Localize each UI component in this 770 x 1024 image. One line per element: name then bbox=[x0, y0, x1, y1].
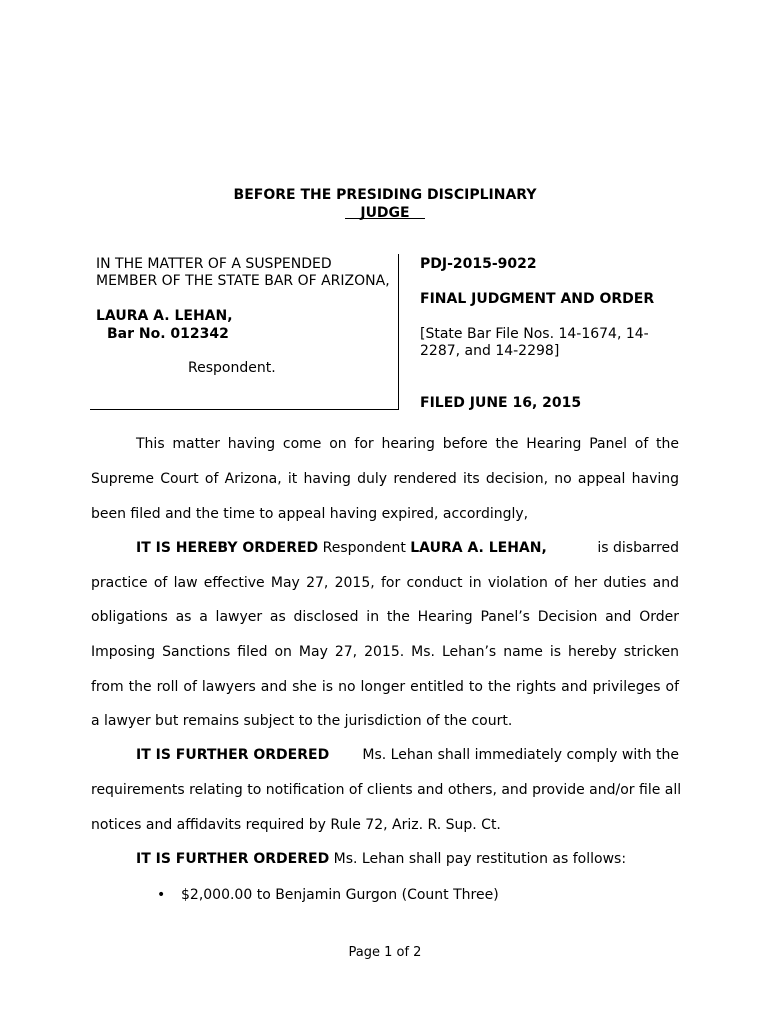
case-number: PDJ-2015-9022 bbox=[420, 256, 537, 272]
respondent-label: Respondent. bbox=[188, 360, 276, 376]
paragraph-2-line-5: from the roll of lawyers and she is no longer entitled to the rights and privileges of bbox=[91, 679, 679, 695]
paragraph-3-line-3: notices and affidavits required by Rule 72, Ariz. R. Sup. Ct. bbox=[91, 817, 501, 833]
further-order-text-2: Ms. Lehan shall pay restitution as follows: bbox=[329, 851, 627, 867]
filed-date: FILED JUNE 16, 2015 bbox=[420, 395, 582, 411]
page-number: Page 1 of 2 bbox=[348, 945, 422, 960]
further-order-lead-2: IT IS FURTHER ORDERED bbox=[136, 851, 330, 867]
paragraph-4-line-1 bbox=[136, 851, 626, 867]
paragraph-2-line-1 bbox=[136, 540, 679, 556]
title-underline bbox=[345, 218, 425, 219]
paragraph-3-line-1 bbox=[136, 747, 679, 763]
caption-horizontal-divider bbox=[90, 409, 398, 410]
page-title-line-2: JUDGE bbox=[360, 205, 410, 221]
paragraph-1-line-2: Supreme Court of Arizona, it having duly rendered its decision, no appeal having bbox=[91, 471, 679, 487]
paragraph-2-line-6: a lawyer but remains subject to the jurisdiction of the court. bbox=[91, 713, 513, 729]
order-text: Respondent bbox=[318, 540, 411, 556]
bullet-icon: • bbox=[157, 887, 166, 903]
matter-line-2: MEMBER OF THE STATE BAR OF ARIZONA, bbox=[96, 273, 390, 289]
file-numbers-line-1: [State Bar File Nos. 14-1674, 14- bbox=[420, 326, 649, 342]
caption-vertical-divider bbox=[398, 254, 399, 410]
paragraph-1-line-3: been filed and the time to appeal having expired, accordingly, bbox=[91, 506, 529, 522]
order-lead: IT IS HEREBY ORDERED bbox=[136, 540, 319, 556]
matter-line-1: IN THE MATTER OF A SUSPENDED bbox=[96, 256, 332, 272]
paragraph-2-line-4: Imposing Sanctions filed on May 27, 2015. Ms. Lehan’s name is hereby stricken bbox=[91, 644, 679, 660]
paragraph-2-line-2: practice of law effective May 27, 2015, for conduct in violation of her duties and bbox=[91, 575, 679, 591]
order-respondent-name: LAURA A. LEHAN, bbox=[410, 540, 547, 556]
paragraph-1-line-1: This matter having come on for hearing before the Hearing Panel of the bbox=[136, 436, 679, 452]
page-title-line-1: BEFORE THE PRESIDING DISCIPLINARY bbox=[233, 187, 537, 203]
further-order-text-1: Ms. Lehan shall immediately comply with the bbox=[362, 747, 679, 763]
order-tail: is disbarred bbox=[597, 540, 679, 556]
file-numbers-line-2: 2287, and 14-2298] bbox=[420, 343, 560, 359]
restitution-item: $2,000.00 to Benjamin Gurgon (Count Three) bbox=[181, 887, 499, 903]
paragraph-3-line-2: requirements relating to notification of clients and others, and provide and/or file all bbox=[91, 782, 682, 798]
bar-number: Bar No. 012342 bbox=[107, 326, 229, 342]
further-order-lead-1: IT IS FURTHER ORDERED bbox=[136, 747, 330, 763]
paragraph-2-line-3: obligations as a lawyer as disclosed in the Hearing Panel’s Decision and Order bbox=[91, 609, 679, 625]
respondent-name: LAURA A. LEHAN, bbox=[96, 308, 233, 324]
document-title: FINAL JUDGMENT AND ORDER bbox=[420, 291, 655, 307]
